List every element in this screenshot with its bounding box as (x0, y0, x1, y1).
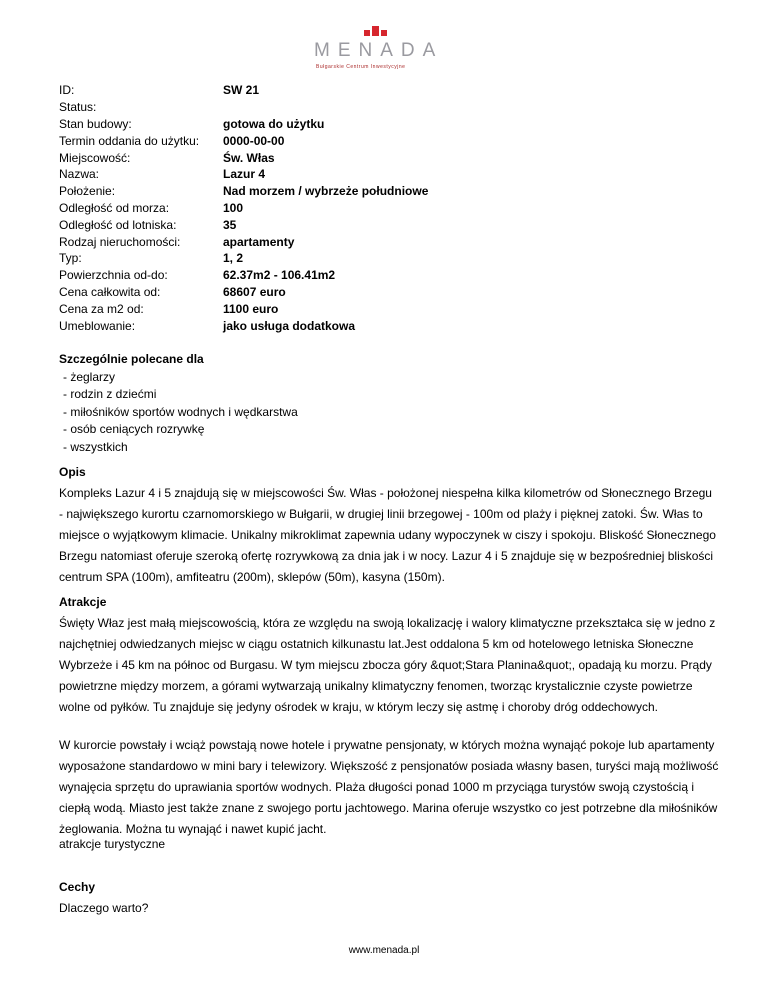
property-row (59, 284, 428, 301)
property-row (59, 82, 428, 99)
property-details (59, 82, 428, 334)
logo-tagline: Bułgarskie Centrum Inwestycyjne (316, 64, 406, 70)
property-value: 0000-00-00 (223, 133, 285, 148)
opis-section (59, 462, 719, 588)
property-row (59, 116, 428, 133)
property-value: Lazur 4 (223, 167, 266, 182)
property-label: Rodzaj nieruchomości: (59, 234, 181, 249)
property-row (59, 200, 428, 217)
property-row (59, 132, 428, 149)
recommended-title: Szczególnie polecane dla (59, 352, 204, 366)
property-row (59, 250, 428, 267)
property-value: 68607 euro (223, 284, 286, 299)
property-value: 1100 euro (223, 301, 279, 316)
opis-text: Kompleks Lazur 4 i 5 znajdują się w miejscowości Św. Włas - położonej niespełna kilka kilometrów od Słonecznego Brzegu - największego kurortu czarnomorskiego w Bułgarii, w drugiej linii brzegowej - 100m od plaży i pięknej zatoki. Św. Włas to miejsce o wyjątkowym klimacie. Unikalny mikroklimat zapewnia udany wypoczynek w ciszy i spokoju. Bliskość Słonecznego Brzegu natomiast oferuje szeroką ofertę rozrywkową za dnia jak i w nocy. Lazur 4 i 5 znajduje się w bezpośredniej bliskości centrum SPA (100m), amfiteatru (200m), sklepów (50m), kasyna (150m). (59, 486, 716, 584)
property-row (59, 300, 428, 317)
property-label: Powierzchnia od-do: (59, 268, 168, 283)
atrakcje-continued (59, 735, 719, 840)
property-label: Termin oddania do użytku: (59, 133, 200, 148)
property-label: ID: (59, 83, 75, 98)
property-label: Cena całkowita od: (59, 284, 161, 299)
property-value: SW 21 (223, 83, 260, 98)
property-value: apartamenty (223, 234, 295, 249)
property-value: 35 (223, 217, 237, 232)
property-label: Odległość od lotniska: (59, 217, 177, 232)
recommended-item: - rodzin z dziećmi (63, 387, 157, 401)
property-row (59, 166, 428, 183)
property-row (59, 149, 428, 166)
property-row (59, 317, 428, 334)
property-label: Odległość od morza: (59, 200, 170, 215)
recommended-section (59, 351, 298, 456)
property-label: Typ: (59, 251, 82, 266)
property-label: Umeblowanie: (59, 318, 136, 333)
property-row (59, 99, 428, 116)
cechy-title: Cechy (59, 880, 96, 894)
logo-square (372, 26, 379, 36)
property-value: 62.37m2 - 106.41m2 (223, 268, 336, 283)
cechy-section (59, 877, 719, 919)
recommended-item: - miłośników sportów wodnych i wędkarstwa (63, 404, 298, 419)
logo-square (364, 30, 370, 36)
property-value: jako usługa dodatkowa (223, 318, 356, 333)
recommended-item: - wszystkich (63, 439, 128, 454)
logo-wordmark: MENADA (314, 40, 444, 61)
property-value: Nad morzem / wybrzeże południowe (223, 184, 429, 199)
recommended-list (59, 369, 298, 457)
atrakcje-tags: atrakcje turystyczne (59, 837, 166, 851)
property-label: Cena za m2 od: (59, 301, 144, 316)
property-value: 100 (223, 200, 244, 215)
property-value: 1, 2 (223, 251, 244, 266)
atrakcje-title: Atrakcje (59, 595, 107, 609)
property-row (59, 183, 428, 200)
cechy-text: Dlaczego warto? (59, 901, 149, 915)
atrakcje-text-2: W kurorcie powstały i wciąż powstają nowe hotele i prywatne pensjonaty, w których można wynająć pokoje lub apartamenty wyposażone standardowo w mini bary i telewizory. Większość z pensjonatów posiada własny basen, turyści mają możliwość wynajęcia sprzętu do uprawiania sportów wodnych. Plaża długości ponad 1000 m przyciąga turystów swoją czystością i ciepłą wodą. Miasto jest także znane z swojego portu jachtowego. Marina oferuje wszystko co jest potrzebne dla miłośników żeglowania. Można tu wynająć i nawet kupić jacht. (59, 738, 719, 836)
recommended-item: - osób ceniących rozrywkę (63, 422, 205, 436)
footer-url: www.menada.pl (348, 945, 420, 956)
property-label: Status: (59, 100, 97, 115)
property-label: Stan budowy: (59, 116, 132, 131)
property-label: Nazwa: (59, 167, 100, 182)
property-row (59, 267, 428, 284)
atrakcje-section (59, 592, 719, 718)
property-row (59, 233, 428, 250)
property-value: Św. Włas (223, 150, 275, 165)
property-value: gotowa do użytku (223, 116, 325, 131)
opis-title: Opis (59, 465, 86, 479)
property-label: Położenie: (59, 184, 116, 199)
menada-logo (300, 20, 460, 72)
property-row (59, 216, 428, 233)
atrakcje-text: Święty Właz jest małą miejscowością, która ze względu na swoją lokalizację i walory klimatyczne przekształca się w jedno z najchętniej odwiedzanych miejsc w ciągu ostatnich kilkunastu lat.Jest oddalona 5 km od hotelowego letniska Słoneczne Wybrzeże i 45 km na północ od Burgasu. W tym miejscu zbocza góry &quot;Stara Planina&quot;, opadają ku morzu. Prądy powietrzne między morzem, a górami wytwarzają unikalny klimatyczny fenomen, tworząc krystalicznie czyste powietrze wolne od pyłków. Tu znajduje się jedyny ośrodek w kraju, w którym leczy się astmę i choroby dróg oddechowych. (59, 616, 716, 714)
logo-square (381, 30, 387, 36)
recommended-item: - żeglarzy (63, 369, 116, 384)
property-label: Miejscowość: (59, 150, 131, 165)
